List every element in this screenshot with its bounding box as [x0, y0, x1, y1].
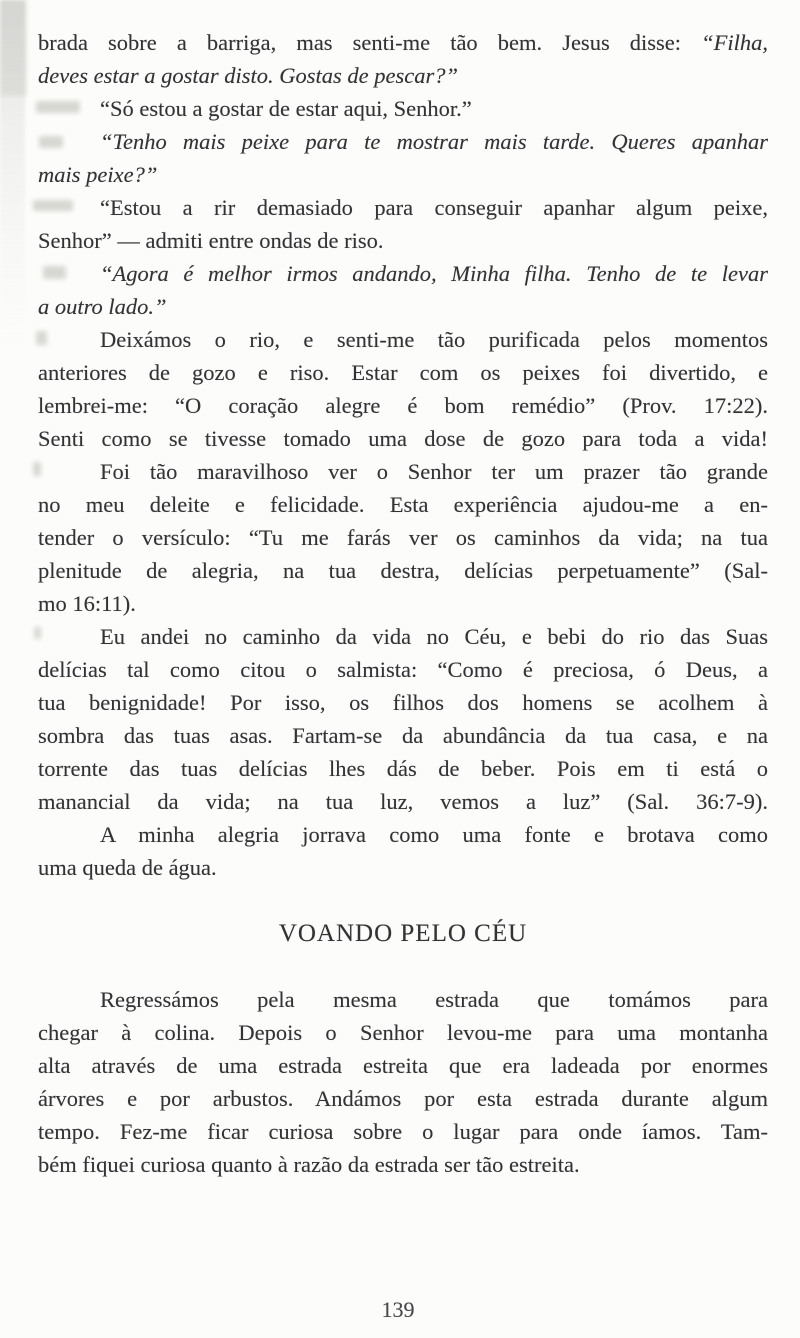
text-run: Deixámos o rio, e senti-me tão purificada pelos momentos — [100, 327, 768, 352]
text-block — [38, 26, 768, 1181]
text-run: “Só estou a gostar de estar aqui, Senhor.” — [100, 96, 472, 121]
text-run: lembrei-me: “O coração alegre é bom remédio” (Prov. 17:22). — [38, 393, 768, 418]
text-run: “Agora é melhor irmos andando, Minha filha. Tenho de te levar — [100, 261, 768, 286]
text-line — [38, 455, 768, 488]
text-run: “Estou a rir demasiado para conseguir apanhar algum peixe, — [100, 195, 768, 220]
text-line — [38, 620, 768, 653]
text-run: alta através de uma estrada estreita que era ladeada por enormes — [38, 1053, 768, 1078]
text-run: “Filha, — [701, 30, 768, 55]
scan-edge-band — [0, 0, 25, 340]
text-line — [38, 125, 768, 158]
text-line — [38, 653, 768, 686]
text-run: mais peixe?” — [38, 162, 158, 187]
text-run: manancial da vida; na tua luz, vemos a luz” (Sal. 36:7-9). — [38, 789, 768, 814]
text-line — [38, 488, 768, 521]
text-line — [38, 983, 768, 1016]
text-run: Eu andei no caminho da vida no Céu, e bebi do rio das Suas — [100, 624, 768, 649]
text-run: árvores e por arbustos. Andámos por esta estrada durante algum — [38, 1086, 768, 1111]
text-run: plenitude de alegria, na tua destra, delícias perpetuamente” (Sal- — [38, 558, 768, 583]
text-line — [38, 422, 768, 455]
text-run: bém fiquei curiosa quanto à razão da estrada ser tão estreita. — [38, 1152, 580, 1177]
text-run: deves estar a gostar disto. Gostas de pescar?” — [38, 63, 458, 88]
text-run: uma queda de água. — [38, 855, 217, 880]
text-line — [38, 719, 768, 752]
text-run: torrente das tuas delícias lhes dás de beber. Pois em ti está o — [38, 756, 768, 781]
text-line — [38, 59, 768, 92]
text-run: Senhor” — admiti entre ondas de riso. — [38, 228, 384, 253]
text-line — [38, 587, 768, 620]
text-line — [38, 686, 768, 719]
text-run: anteriores de gozo e riso. Estar com os peixes foi divertido, e — [38, 360, 768, 385]
text-line — [38, 851, 768, 884]
text-line — [38, 92, 768, 125]
page-number: 139 — [381, 1297, 415, 1322]
section-heading: VOANDO PELO CÉU — [278, 920, 528, 947]
text-run: Foi tão maravilhoso ver o Senhor ter um prazer tão grande — [100, 459, 768, 484]
text-run: tempo. Fez-me ficar curiosa sobre o lugar para onde íamos. Tam- — [38, 1119, 768, 1144]
text-line — [38, 785, 768, 818]
text-run: brada sobre a barriga, mas senti-me tão bem. Jesus disse: — [38, 30, 702, 55]
text-line — [38, 257, 768, 290]
text-line — [38, 389, 768, 422]
text-line — [38, 818, 768, 851]
text-line — [38, 1115, 768, 1148]
text-line — [38, 26, 768, 59]
text-run: A minha alegria jorrava como uma fonte e brotava como — [100, 822, 768, 847]
text-line — [38, 191, 768, 224]
text-line — [38, 158, 768, 191]
text-line — [38, 1082, 768, 1115]
text-line — [38, 1049, 768, 1082]
text-line — [38, 1016, 768, 1049]
text-line — [38, 521, 768, 554]
text-run: Senti como se tivesse tomado uma dose de gozo para toda a vida! — [38, 426, 768, 451]
text-run: Regressámos pela mesma estrada que tomámos para — [100, 987, 768, 1012]
text-line — [38, 323, 768, 356]
text-run: tender o versículo: “Tu me farás ver os caminhos da vida; na tua — [38, 525, 768, 550]
text-run: sombra das tuas asas. Fartam-se da abundância da tua casa, e na — [38, 723, 768, 748]
text-run: delícias tal como citou o salmista: “Como é preciosa, ó Deus, a — [38, 657, 768, 682]
text-run: a outro lado.” — [38, 294, 167, 319]
text-line — [38, 554, 768, 587]
text-line — [38, 290, 768, 323]
text-run: no meu deleite e felicidade. Esta experiência ajudou-me a en- — [38, 492, 768, 517]
text-run: mo 16:11). — [38, 591, 136, 616]
text-line — [38, 224, 768, 257]
text-line — [38, 356, 768, 389]
text-run: chegar à colina. Depois o Senhor levou-me para uma montanha — [38, 1020, 768, 1045]
text-run: “Tenho mais peixe para te mostrar mais tarde. Queres apanhar — [100, 129, 768, 154]
text-line — [38, 752, 768, 785]
text-run: tua benignidade! Por isso, os filhos dos homens se acolhem à — [38, 690, 768, 715]
text-line — [38, 1148, 768, 1181]
